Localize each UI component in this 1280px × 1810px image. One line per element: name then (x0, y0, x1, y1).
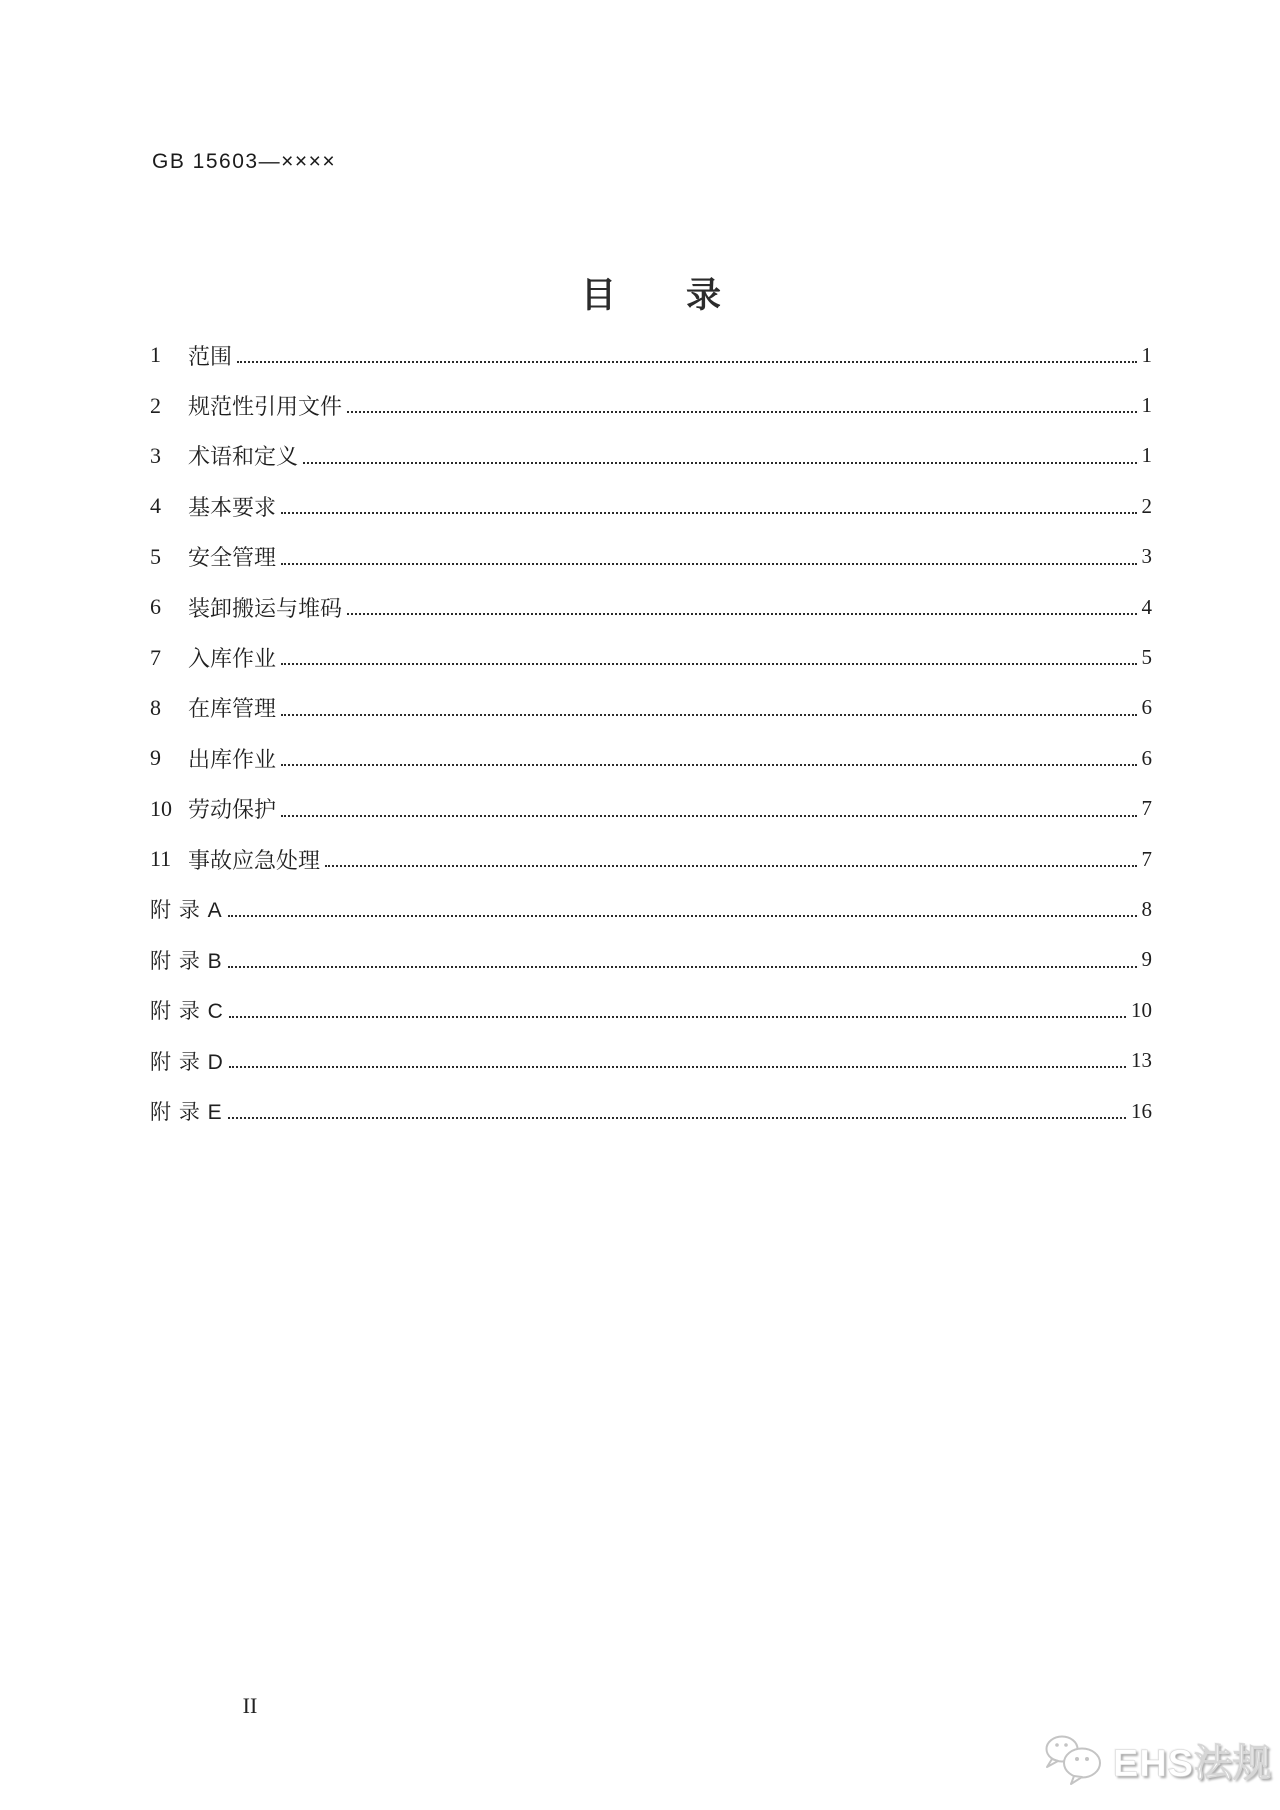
toc-entry-number: 4 (150, 493, 161, 519)
toc-entry-label: 附 录 A (150, 899, 223, 923)
page-title: 目 录 (580, 276, 721, 315)
toc-entry-number: 8 (150, 694, 161, 720)
toc-entry-page: 1 (1141, 342, 1152, 367)
toc-dot-leader (228, 966, 1137, 968)
toc-dot-leader (281, 563, 1136, 565)
toc-entry (150, 935, 1152, 985)
toc-entry-label: 附 录 B (150, 949, 223, 973)
toc-dot-leader (237, 361, 1136, 363)
toc-dot-leader (281, 663, 1136, 665)
toc-entry-number: 10 (150, 795, 172, 821)
toc-entry-page: 7 (1141, 796, 1152, 821)
toc-entry (150, 733, 1152, 783)
toc-entry-label: 附 录 E (150, 1101, 223, 1125)
toc-entry-label: 术语和定义 (188, 444, 299, 470)
toc-entry-page: 5 (1141, 645, 1152, 670)
toc-dot-leader (281, 512, 1136, 514)
toc-entry-page: 7 (1141, 846, 1152, 871)
toc-dot-leader (347, 411, 1136, 413)
toc-entry (150, 834, 1152, 884)
toc-entry-page: 13 (1131, 1048, 1152, 1073)
toc-entry-label: 附 录 D (150, 1050, 224, 1074)
toc-entry-page: 16 (1131, 1098, 1152, 1123)
toc-entry-label: 规范性引用文件 (188, 394, 343, 420)
toc-entry-label: 附 录 C (150, 1000, 224, 1024)
toc-entry-label: 出库作业 (188, 746, 277, 772)
watermark-label: EHS法规 (1112, 1743, 1272, 1785)
toc-dot-leader (229, 1066, 1126, 1068)
toc-entry-label: 安全管理 (188, 545, 277, 571)
toc-entry-page: 2 (1141, 493, 1152, 518)
toc-entry (150, 1086, 1152, 1136)
toc-entry (150, 683, 1152, 733)
toc-entry-page: 1 (1141, 393, 1152, 418)
toc-entry-number: 2 (150, 392, 161, 418)
toc-entry (150, 784, 1152, 834)
toc-entry-label: 劳动保护 (188, 797, 277, 823)
toc-entry (150, 632, 1152, 682)
toc-entry-number: 9 (150, 745, 161, 771)
toc-dot-leader (229, 1016, 1126, 1018)
toc-entry-label: 基本要求 (188, 494, 277, 520)
toc-entry-page: 4 (1141, 594, 1152, 619)
toc-dot-leader (228, 1117, 1126, 1119)
toc-entry-label: 入库作业 (188, 646, 277, 672)
toc-entry (150, 985, 1152, 1035)
toc-dot-leader (347, 613, 1136, 615)
toc-entry-label: 范围 (188, 343, 233, 369)
doc-code: GB 15603—×××× (152, 150, 337, 173)
toc-entry-page: 8 (1141, 896, 1152, 921)
toc-entry (150, 431, 1152, 481)
toc-entry (150, 380, 1152, 430)
toc-entry-page: 3 (1141, 544, 1152, 569)
toc-entry-page: 1 (1141, 443, 1152, 468)
toc-dot-leader (281, 714, 1136, 716)
toc-entry-number: 11 (150, 846, 172, 872)
toc-entry-label: 事故应急处理 (188, 847, 321, 873)
toc-entry (150, 481, 1152, 531)
toc-entry (150, 884, 1152, 934)
toc-entry-label: 装卸搬运与堆码 (188, 595, 343, 621)
watermark (1041, 1732, 1272, 1787)
toc-dot-leader (325, 865, 1136, 867)
toc-entry-page: 6 (1141, 745, 1152, 770)
toc-entry (150, 330, 1152, 380)
toc-entry-page: 6 (1141, 695, 1152, 720)
toc-entry-number: 1 (150, 342, 161, 368)
toc-dot-leader (303, 462, 1136, 464)
toc-dot-leader (281, 815, 1136, 817)
toc-entry (150, 532, 1152, 582)
toc-entry (150, 582, 1152, 632)
toc-list (150, 330, 1152, 1136)
toc-entry-number: 5 (150, 543, 161, 569)
toc-dot-leader (228, 915, 1137, 917)
toc-entry-label: 在库管理 (188, 696, 277, 722)
wechat-icon (1041, 1733, 1107, 1787)
toc-entry-number: 6 (150, 594, 161, 620)
toc-dot-leader (281, 764, 1136, 766)
toc-entry (150, 1035, 1152, 1085)
toc-entry-number: 3 (150, 442, 161, 468)
footer-page-number: II (242, 1693, 258, 1718)
toc-entry-number: 7 (150, 644, 161, 670)
toc-entry-page: 10 (1131, 997, 1152, 1022)
toc-entry-page: 9 (1141, 947, 1152, 972)
